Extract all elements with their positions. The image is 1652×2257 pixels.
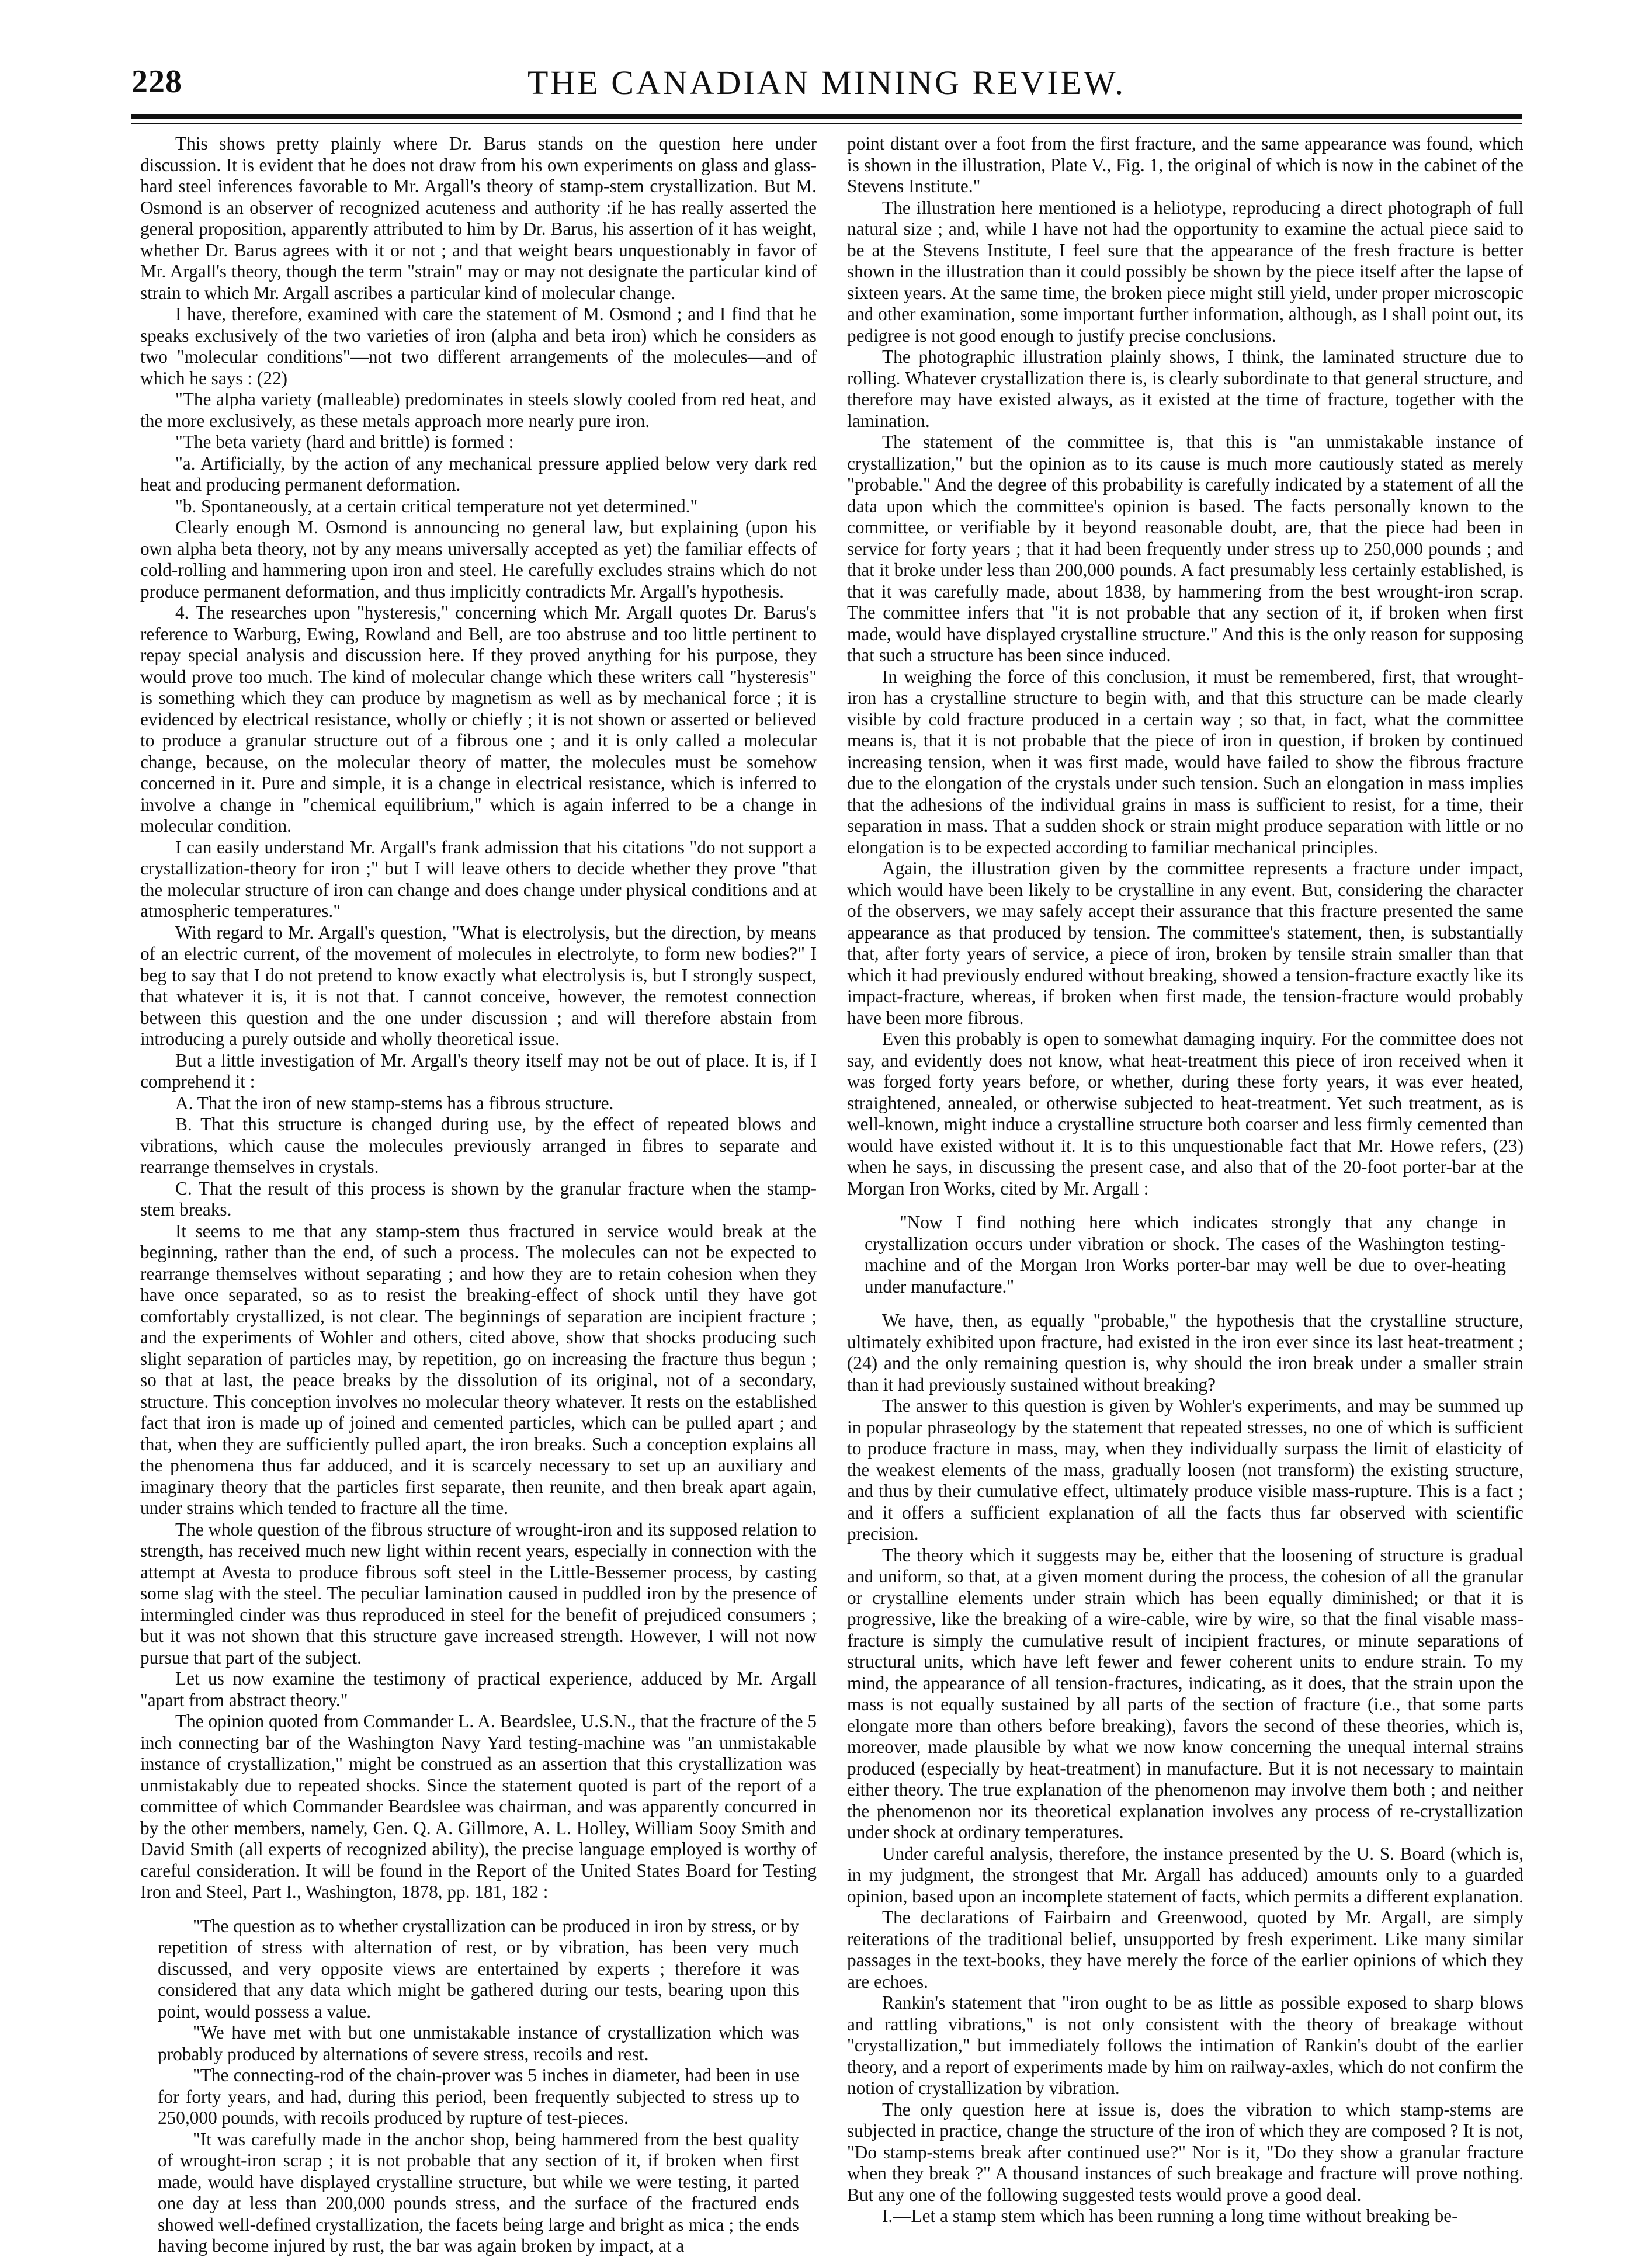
paragraph: B. That this structure is changed during use, by the effect of repeated blows and vibrations, which cause the molecules previously arranged in fibres to separate and rearrange themselves in crystals. xyxy=(140,1114,817,1177)
paragraph: I have, therefore, examined with care the statement of M. Osmond ; and I find that he speaks exclusively of the two varieties of iron (alpha and beta iron) which he considers as two "molecular conditions"—not two different arrangements of the molecules—and of which he says : (22) xyxy=(140,304,817,388)
paragraph: 4. The researches upon "hysteresis," concerning which Mr. Argall quotes Dr. Barus's reference to Warburg, Ewing, Rowland and Bell, are too abstruse and too little pertinent to repay special analysis and discussion here. If they proved anything for his purpose, they would prove too much. The kind of molecular change which these writers call "hysteresis" is something which they can produce by magnetism as well as by mechanical force ; it is evidenced by electrical resistance, wholly or chiefly ; it is not shown or asserted or believed to produce a granular structure out of a fibrous one ; and it is only called a molecular change, because, on the molecular theory of matter, the molecules must be somehow concerned in it. Pure and simple, it is a change in electrical resistance, which is inferred to involve a change in "chemical equilibrium," which is again inferred to be a change in molecular condition. xyxy=(140,602,817,836)
paragraph: "a. Artificially, by the action of any mechanical pressure applied below very dark red heat and producing permanent deformation. xyxy=(140,453,817,495)
paragraph: point distant over a foot from the first fracture, and the same appearance was found, which is shown in the illustration, Plate V., Fig. 1, the original of which is now in the cabinet of the Stevens Institute." xyxy=(847,133,1523,196)
paragraph: The opinion quoted from Commander L. A. Beardslee, U.S.N., that the fracture of the 5 inch connecting bar of the Washington Navy Yard testing-machine was "an unmistakable instance of crystallization," might be construed as an assertion that this crystallization was unmistakably due to repeated shocks. Since the statement quoted is part of the report of a committee of which Commander Beardslee was chairman, and was apparently concurred in by the other members, namely, Gen. Q. A. Gillmore, A. L. Holley, William Sooy Smith and David Smith (all experts of recognized ability), the precise language employed is worthy of careful consideration. It will be found in the Report of the United States Board for Testing Iron and Steel, Part I., Washington, 1878, pp. 181, 182 : xyxy=(140,1711,817,1902)
paragraph: C. That the result of this process is shown by the granular fracture when the stamp-stem breaks. xyxy=(140,1178,817,1220)
paragraph: I.—Let a stamp stem which has been running a long time without breaking be- xyxy=(882,2206,1458,2226)
paragraph: We have, then, as equally "probable," the hypothesis that the crystalline structure, ultimately exhibited upon fracture, had existed in the iron ever since its last heat-treatment ; (24) and the only remaining question is, why should the iron break under a smaller strain than it had previously sustained without breaking? xyxy=(847,1310,1523,1395)
quote-paragraph: "We have met with but one unmistakable instance of crystallization which was probably produced by alternations of severe stress, recoils and rest. xyxy=(158,2022,799,2064)
right-column xyxy=(847,133,1523,2227)
header-rule-thin xyxy=(131,123,1522,124)
paragraph: "The beta variety (hard and brittle) is formed : xyxy=(175,432,514,452)
paragraph: I can easily understand Mr. Argall's frank admission that his citations "do not support a crystallization-theory for iron ;" but I will leave others to decide whether they prove "that the molecular structure of iron can change and does change under physical conditions and at atmospheric temperatures." xyxy=(140,836,817,921)
paragraph: With regard to Mr. Argall's question, "What is electrolysis, but the direction, by means of an electric current, of the movement of molecules in electrolyte, to form new bodies?" I beg to say that I do not pretend to know exactly what electrolysis is, but I strongly suspect, that whatever it is, it is not that. I cannot conceive, however, the remotest connection between this question and the one under discussion ; and will therefore abstain from introducing a purely outside and wholly theoretical issue. xyxy=(140,922,817,1049)
paragraph: The whole question of the fibrous structure of wrought-iron and its supposed relation to strength, has received much new light within recent years, especially in connection with the attempt at Avesta to produce fibrous soft steel in the Little-Bessemer process, by casting some slag with the steel. The peculiar lamination caused in puddled iron by the presence of intermingled cinder was thus reproduced in steel for the benefit of prejudiced consumers ; but it was not shown that this structure gave increased strength. However, I will not now pursue that part of the subject. xyxy=(140,1519,817,1668)
paragraph: The statement of the committee is, that this is "an unmistakable instance of crystallization," but the opinion as to its cause is much more cautiously stated as merely "probable." And the degree of this probability is carefully indicated by a statement of all the data upon which the committee's opinion is based. The facts personally known to the committee, or verifiable by it beyond reasonable doubt, are, that the piece had been in service for forty years ; that it had been frequently under stress up to 250,000 pounds ; and that it broke under less than 200,000 pounds. A fact presumably less certainly established, is that it was carefully made, about 1838, by hammering from the best wrought-iron scrap. The committee infers that "it is not probable that any section of it, if broken when first made, would have displayed crystalline structure." And this is the only reason for supposing that such a structure has been since induced. xyxy=(847,432,1523,665)
paragraph: It seems to me that any stamp-stem thus fractured in service would break at the beginning, rather than the end, of such a process. The molecules can not be expected to rearrange themselves without separating ; and how they are to retain cohesion when they have once separated, so as to resist the breaking-effect of shock until they have got comfortably crystallized, is not clear. The beginnings of separation are incipient fracture ; and the experiments of Wohler and others, cited above, show that shocks producing such slight separation of particles may, by repetition, go on increasing the fracture thus begun ; so that at last, the peace breaks by the dissolution of its original, not of a secondary, structure. This conception involves no molecular theory whatever. It rests on the established fact that iron is made up of joined and cemented particles, which can be pulled apart ; and that, when they are sufficiently pulled apart, the iron breaks. Such a conception explains all the phenomena thus far adduced, and it is scarcely necessary to set up an auxiliary and imaginary theory that the particles first separate, then reunite, and then break apart again, under strains which tended to fracture all the time. xyxy=(140,1220,817,1518)
paragraph: But a little investigation of Mr. Argall's theory itself may not be out of place. It is, if I comprehend it : xyxy=(140,1050,817,1092)
paragraph: Even this probably is open to somewhat damaging inquiry. For the committee does not say, and evidently does not know, what heat-treatment this piece of iron received when it was forged forty years before, or whether, during these forty years, it was ever heated, straightened, annealed, or otherwise subjected to heat-treatment. Yet such treatment, as is well-known, might induce a crystalline structure both coarser and less firmly cemented than would have existed without it. It is to this unquestionable fact that Mr. Howe refers, (23) when he says, in discussing the present case, and also that of the 20-foot porter-bar at the Morgan Iron Works, cited by Mr. Argall : xyxy=(847,1029,1523,1199)
paragraph: Under careful analysis, therefore, the instance presented by the U. S. Board (which is, in my judgment, the strongest that Mr. Argall has adduced) amounts only to a guarded opinion, based upon an incomplete statement of facts, which permits a different explanation. xyxy=(847,1843,1523,1907)
running-title: THE CANADIAN MINING REVIEW. xyxy=(527,64,1126,102)
paragraph: Again, the illustration given by the committee represents a fracture under impact, which would have been likely to be crystalline in any event. But, considering the character of the observers, we may safely accept their assurance that this fracture presented the same appearance as that produced by tension. The committee's statement, then, is substantially that, after forty years of service, a piece of iron, broken by tensile strain smaller than that which it had previously endured without breaking, showed a tension-fracture exactly like its impact-fracture, whereas, if broken when first made, the tension-fracture would probably have been more fibrous. xyxy=(847,858,1523,1028)
paragraph: Clearly enough M. Osmond is announcing no general law, but explaining (upon his own alpha beta theory, not by any means universally accepted as yet) the familiar effects of cold-rolling and hammering upon iron and steel. He carefully excludes strains which do not produce permanent deformation, and thus implicitly contradicts Mr. Argall's hypothesis. xyxy=(140,517,817,602)
page-number: 228 xyxy=(131,64,182,100)
quote-paragraph: "Now I find nothing here which indicates strongly that any change in crystallization occurs under vibration or shock. The cases of the Washington testing-machine and of the Morgan Iron Works porter-bar may well be due to over-heating under manufacture." xyxy=(865,1212,1506,1297)
paragraph: This shows pretty plainly where Dr. Barus stands on the question here under discussion. It is evident that he does not draw from his own experiments on glass and glass-hard steel inferences favorable to Mr. Argall's theory of stamp-stem crystallization. But M. Osmond is an observer of recognized acuteness and authority :if he has really asserted the general proposition, apparently attributed to him by Dr. Barus, his assertion of it has weight, whether Dr. Barus agrees with it or not ; and that weight bears unquestionably in favor of Mr. Argall's theory, though the term "strain" may or may not designate the particular kind of strain to which Mr. Argall ascribes a particular kind of molecular change. xyxy=(140,133,817,303)
left-column xyxy=(140,133,817,2257)
paragraph: The answer to this question is given by Wohler's experiments, and may be summed up in popular phraseology by the statement that repeated stresses, no one of which is sufficient to produce fracture in mass, may, when they individually surpass the limit of elasticity of the weakest elements of the mass, gradually loosen (not transform) the existing structure, and thus by their cumulative effect, ultimately produce visible mass-rupture. This is a fact ; and it offers a sufficient explanation of all the facts thus far observed with scientific precision. xyxy=(847,1395,1523,1544)
paragraph: The declarations of Fairbairn and Greenwood, quoted by Mr. Argall, are simply reiterations of the traditional belief, unsupported by fresh experiment. Like many similar passages in the text-books, they have merely the force of the earlier opinions of which they are echoes. xyxy=(847,1907,1523,1992)
paragraph: "The alpha variety (malleable) predominates in steels slowly cooled from red heat, and the more exclusively, as these metals approach more nearly pure iron. xyxy=(140,389,817,431)
paragraph: Let us now examine the testimony of practical experience, adduced by Mr. Argall "apart from abstract theory." xyxy=(140,1668,817,1710)
paragraph: The illustration here mentioned is a heliotype, reproducing a direct photograph of full natural size ; and, while I have not had the opportunity to examine the actual piece said to be at the Stevens Institute, I feel sure that the appearance of the fresh fracture is better shown in the illustration than it could possibly be shown by the piece itself after the lapse of sixteen years. At the same time, the broken piece might still yield, under proper microscopic and other examination, some important further information, although, as I shall point out, its pedigree is not good enough to justify precise conclusions. xyxy=(847,197,1523,346)
header-rule-thick xyxy=(131,114,1522,119)
paragraph: In weighing the force of this conclusion, it must be remembered, first, that wrought-iron has a crystalline structure to begin with, and that this structure can be made clearly visible by cold fracture produced in a certain way ; so that, in fact, what the committee means is, that it is not probable that the piece of iron in question, if broken by continued increasing tension, when it was first made, would have failed to show the fibrous fracture due to the elongation of the crystals under such tension. Such an elongation in mass implies that the adhesions of the individual grains in mass is sufficient to resist, for a time, their separation in mass. That a sudden shock or strain might produce separation with little or no elongation is to be expected according to familiar mechanical principles. xyxy=(847,666,1523,857)
paragraph: Rankin's statement that "iron ought to be as little as possible exposed to sharp blows and rattling vibrations," is not only consistent with the theory of breakage without "crystallization," but immediately follows the intimation of Rankin's doubt of the earlier theory, and a report of experiments made by him on railway-axles, which do not confirm the notion of crystallization by vibration. xyxy=(847,1992,1523,2098)
paragraph: The only question here at issue is, does the vibration to which stamp-stems are subjected in practice, change the structure of the iron of which they are composed ? It is not, "Do stamp-stems break after continued use?" Nor is it, "Do they show a granular fracture when they break ?" A thousand instances of such breakage and fracture will prove nothing. But any one of the following suggested tests would prove a good deal. xyxy=(847,2099,1523,2205)
paragraph: "b. Spontaneously, at a certain critical temperature not yet determined." xyxy=(175,495,698,516)
page-header xyxy=(131,63,1522,116)
paragraph: A. That the iron of new stamp-stems has a fibrous structure. xyxy=(175,1092,614,1113)
quote-paragraph: "It was carefully made in the anchor shop, being hammered from the best quality of wrought-iron scrap ; it is not probable that any section of it, if broken when first made, would have displayed crystalline structure, but while we were testing, it parted one day at less than 200,000 pounds stress, and the surface of the fractured ends showed well-defined crystallization, the facets being large and bright as mica ; the ends having become injured by rust, the bar was again broken by impact, at a xyxy=(158,2128,799,2256)
quote-paragraph: "The connecting-rod of the chain-prover was 5 inches in diameter, had been in use for forty years, and had, during this period, been frequently subjected to stress up to 250,000 pounds, with recoils produced by rupture of test-pieces. xyxy=(158,2065,799,2128)
paragraph: The photographic illustration plainly shows, I think, the laminated structure due to rolling. Whatever crystallization there is, is clearly subordinate to that general structure, and therefore may have existed always, as it existed at the time of fracture, together with the lamination. xyxy=(847,346,1523,431)
paragraph: The theory which it suggests may be, either that the loosening of structure is gradual and uniform, so that, at a given moment during the process, the cohesion of all the granular or crystalline elements under strain which has been equally diminished; or that it is progressive, like the breaking of a wire-cable, wire by wire, so that the final visable mass-fracture is simply the cumulative result of incipient fractures, or minute separations of structural units, which have left fewer and fewer coherent units to endure strain. To my mind, the appearance of all tension-fractures, indicating, as it does, that the strain upon the mass is not equally sustained by all parts of the section of fracture (i.e., that some parts elongate more than others before breaking), favors the second of these theories, which is, moreover, made plausible by what we now know concerning the unequal internal strains produced (especially by heat-treatment) in manufacture. But it is not necessary to maintain either theory. The true explanation of the phenomenon may involve them both ; and neither the phenomenon nor its theoretical explanation involves any process of re-crystallization under shock at ordinary temperatures. xyxy=(847,1544,1523,1842)
quote-paragraph: "The question as to whether crystallization can be produced in iron by stress, or by repetition of stress with alternation of rest, or by vibration, has been very much discussed, and very opposite views are entertained by experts ; therefore it was considered that any data which might be gathered during our tests, bearing upon this point, would possess a value. xyxy=(158,1915,799,2022)
